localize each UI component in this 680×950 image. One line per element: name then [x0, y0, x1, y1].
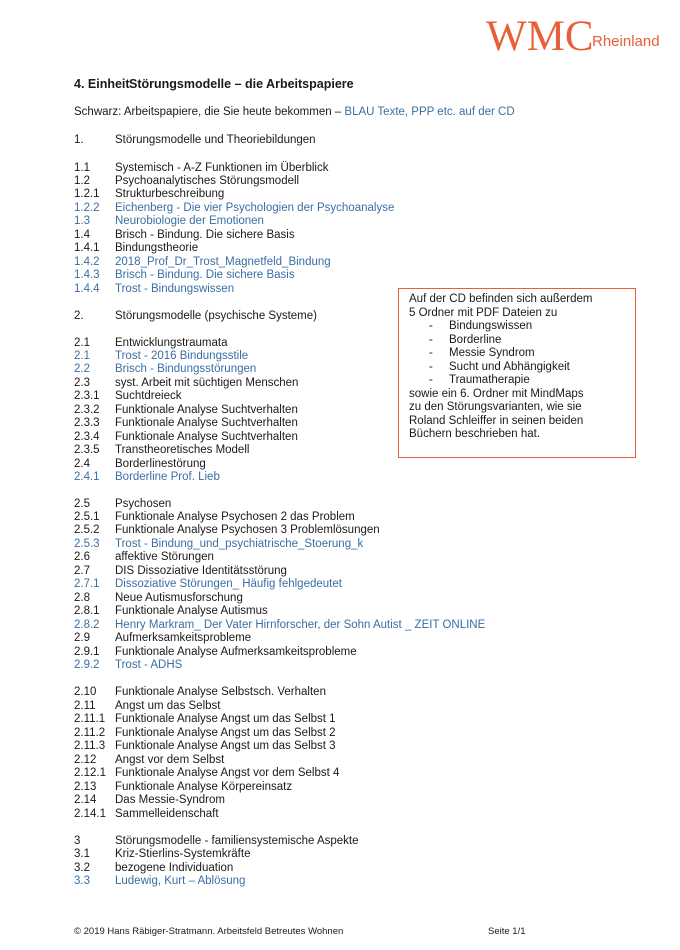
toc-entry-number: 2.5 — [74, 498, 90, 510]
toc-entry-title: Entwicklungstraumata — [115, 337, 228, 349]
toc-entry-number: 2.14.1 — [74, 808, 106, 820]
box-line: Auf der CD befinden sich außerdem — [409, 293, 593, 305]
toc-entry-number: 2.9.2 — [74, 659, 100, 671]
toc-entry-title: Bindungstheorie — [115, 242, 199, 254]
wmc-logo — [486, 13, 670, 60]
box-line: sowie ein 6. Ordner mit MindMaps — [409, 387, 584, 400]
toc-entry-number: 2.1 — [74, 350, 90, 362]
toc-entry-title: Störungsmodelle (psychische Systeme) — [115, 310, 317, 322]
toc-entry-number: 2.9 — [74, 632, 90, 644]
toc-entry-title: Funktionale Analyse Suchtverhalten — [115, 431, 298, 443]
toc-entry-title[interactable]: Trost - Bindung_und_psychiatrische_Stoerung_k — [115, 538, 364, 550]
toc-entry-number: 2.9.1 — [74, 646, 100, 658]
toc-entry-number: 2. — [74, 310, 84, 322]
toc-entry-title[interactable]: Brisch - Bindungsstörungen — [115, 363, 257, 375]
toc-entry-number: 2.7.1 — [74, 578, 100, 590]
toc-entry-title: Angst vor dem Selbst — [115, 754, 225, 766]
toc-entry-title[interactable]: Brisch - Bindung. Die sichere Basis — [115, 269, 295, 281]
toc-entry-number: 1.2.2 — [74, 202, 100, 214]
toc-entry-title: Funktionale Analyse Angst vor dem Selbst 4 — [115, 767, 340, 779]
toc-entry-title: Funktionale Analyse Körpereinsatz — [115, 781, 293, 793]
toc-entry-number: 3 — [74, 835, 81, 847]
toc-entry-number: 2.8.1 — [74, 605, 100, 617]
toc-entry-title: Störungsmodelle - familiensystemische Aspekte — [115, 835, 359, 847]
toc-entry-number: 2.4 — [74, 458, 90, 470]
intro-line — [74, 106, 515, 118]
toc-entry-number: 2.7 — [74, 565, 90, 577]
toc-entry-number: 3.1 — [74, 848, 90, 860]
toc-entry-number: 2.12.1 — [74, 767, 106, 779]
page-title: Störungsmodelle – die Arbeitspapiere — [129, 77, 354, 91]
toc-entry-title: Funktionale Analyse Angst um das Selbst 1 — [115, 713, 336, 725]
toc-entry-number: 2.5.2 — [74, 524, 100, 536]
toc-entry-title[interactable]: Trost - ADHS — [115, 659, 183, 671]
toc-entry-title: Psychosen — [115, 498, 172, 510]
intro-blue-text: BLAU Texte, PPP etc. auf der CD — [344, 106, 515, 118]
toc-entry-title: Systemisch - A-Z Funktionen im Überblick — [115, 162, 329, 174]
toc-entry-number: 2.1 — [74, 337, 90, 349]
toc-entry-title: Psychoanalytisches Störungsmodell — [115, 175, 300, 187]
toc-entry-title[interactable]: Borderline Prof. Lieb — [115, 471, 220, 483]
toc-entry-title: Suchtdreieck — [115, 390, 182, 402]
toc-entry-number: 2.3.1 — [74, 390, 100, 402]
toc-entry-number: 2.12 — [74, 754, 97, 766]
toc-entry-number: 1.4.1 — [74, 242, 100, 254]
toc-entry-number: 3.2 — [74, 862, 90, 874]
toc-entry-title: Aufmerksamkeitsprobleme — [115, 632, 252, 644]
toc-entry-title: Funktionale Analyse Angst um das Selbst 3 — [115, 740, 336, 752]
box-line: 5 Ordner mit PDF Dateien zu — [409, 306, 558, 319]
logo-main: WMC — [486, 13, 594, 60]
toc-entry-title: bezogene Individuation — [115, 862, 234, 874]
toc-entry-number: 2.6 — [74, 551, 90, 563]
toc-entry-number: 2.11.2 — [74, 727, 106, 739]
toc-entry-title: Funktionale Analyse Aufmerksamkeitsprobleme — [115, 646, 357, 658]
toc-entry-title: Funktionale Analyse Angst um das Selbst 2 — [115, 727, 336, 739]
toc-entry-title[interactable]: Trost - 2016 Bindungsstile — [115, 350, 249, 362]
toc-entry-title: affektive Störungen — [115, 551, 214, 563]
toc-entry-number: 1.2 — [74, 175, 90, 187]
toc-entry-title: Kriz-Stierlins-Systemkräfte — [115, 848, 251, 860]
toc-entry-number: 2.3.3 — [74, 417, 100, 429]
toc-entry-title: Funktionale Analyse Selbstsch. Verhalten — [115, 686, 326, 698]
unit-number: 4. Einheit — [74, 77, 130, 91]
toc-entry-title[interactable]: Trost - Bindungswissen — [115, 283, 235, 295]
toc-entry-title[interactable]: Eichenberg - Die vier Psychologien der Psychoanalyse — [115, 202, 395, 214]
toc-entry-title: Funktionale Analyse Suchtverhalten — [115, 404, 298, 416]
box-list-item: - Traumatherapie — [429, 374, 530, 386]
toc-entry-number: 1.4.3 — [74, 269, 100, 281]
toc-entry-number: 2.5.1 — [74, 511, 100, 523]
toc-entry-number: 2.2 — [74, 363, 90, 375]
toc-entry-title[interactable]: Ludewig, Kurt – Ablösung — [115, 875, 246, 887]
toc-entry-number: 2.11.1 — [74, 713, 106, 725]
toc-entry-number: 1.1 — [74, 162, 90, 174]
box-list-item: - Borderline — [429, 333, 502, 346]
toc-entry-title: syst. Arbeit mit süchtigen Menschen — [115, 377, 299, 389]
logo-sub: Rheinland — [592, 33, 660, 50]
toc-entry-title: Neue Autismusforschung — [115, 592, 243, 604]
toc-entry-number: 1.4 — [74, 229, 90, 241]
toc-entry-title: Sammelleidenschaft — [115, 808, 219, 820]
toc-entry-number: 2.11 — [74, 700, 96, 712]
toc-entry-title[interactable]: Neurobiologie der Emotionen — [115, 215, 264, 227]
toc-entry-number: 3.3 — [74, 875, 90, 887]
toc-entry-title: Das Messie-Syndrom — [115, 794, 225, 806]
toc-entry-number: 2.3.2 — [74, 404, 100, 416]
toc-entry-number: 2.3.5 — [74, 444, 100, 456]
toc-entry-title: DIS Dissoziative Identitätsstörung — [115, 565, 287, 577]
toc-entry-number: 1.2.1 — [74, 188, 100, 200]
toc-entry-title: Strukturbeschreibung — [115, 188, 225, 200]
toc-entry-title[interactable]: 2018_Prof_Dr_Trost_Magnetfeld_Bindung — [115, 256, 331, 268]
toc-entry-number: 2.13 — [74, 781, 97, 793]
toc-entry-number: 1. — [74, 134, 84, 146]
intro-black-text: Schwarz: Arbeitspapiere, die Sie heute bekommen – — [74, 106, 345, 118]
toc-entry-title: Brisch - Bindung. Die sichere Basis — [115, 229, 295, 241]
box-line: Büchern beschrieben hat. — [409, 428, 541, 440]
footer-copyright: © 2019 Hans Räbiger-Stratmann. Arbeitsfeld Betreutes Wohnen — [74, 926, 344, 937]
toc-entry-number: 2.3 — [74, 377, 90, 389]
toc-entry-title: Störungsmodelle und Theoriebildungen — [115, 134, 316, 146]
box-list-item: - Sucht und Abhängigkeit — [429, 360, 570, 373]
toc-entry-title: Borderlinestörung — [115, 458, 206, 470]
toc-entry-number: 1.4.4 — [74, 283, 100, 295]
toc-entry-title: Funktionale Analyse Suchtverhalten — [115, 417, 298, 429]
toc-entry-number: 2.10 — [74, 686, 97, 698]
toc-entry-title: Funktionale Analyse Psychosen 2 das Problem — [115, 511, 355, 523]
toc-entry-title: Funktionale Analyse Autismus — [115, 605, 268, 617]
page-heading — [74, 76, 354, 92]
box-line: zu den Störungsvarianten, wie sie — [409, 401, 582, 413]
toc-entry-number: 1.3 — [74, 215, 90, 227]
toc-entry-title: Angst um das Selbst — [115, 700, 221, 712]
toc-entry-number: 2.11.3 — [74, 740, 106, 752]
box-list-item: - Messie Syndrom — [429, 347, 535, 359]
toc-entry-number: 2.4.1 — [74, 471, 100, 483]
toc-entry-number: 2.3.4 — [74, 431, 100, 443]
toc-entry-title[interactable]: Henry Markram_ Der Vater Hirnforscher, der Sohn Autist _ ZEIT ONLINE — [115, 619, 486, 631]
toc-entry-number: 1.4.2 — [74, 256, 100, 268]
toc-entry-number: 2.8 — [74, 592, 90, 604]
toc-entry-number: 2.8.2 — [74, 619, 100, 631]
cd-info-box — [398, 288, 636, 458]
footer-page-number: Seite 1/1 — [488, 926, 526, 937]
toc-entry-number: 2.14 — [74, 794, 97, 806]
toc-entry-number: 2.5.3 — [74, 538, 100, 550]
toc-entry-title: Transtheoretisches Modell — [115, 444, 250, 456]
box-line: Roland Schleiffer in seinen beiden — [409, 414, 584, 427]
box-list-item: - Bindungswissen — [429, 320, 533, 332]
toc-entry-title: Funktionale Analyse Psychosen 3 Problemlösungen — [115, 524, 380, 536]
toc-entry-title[interactable]: Dissoziative Störungen_ Häufig fehlgedeutet — [115, 578, 342, 590]
